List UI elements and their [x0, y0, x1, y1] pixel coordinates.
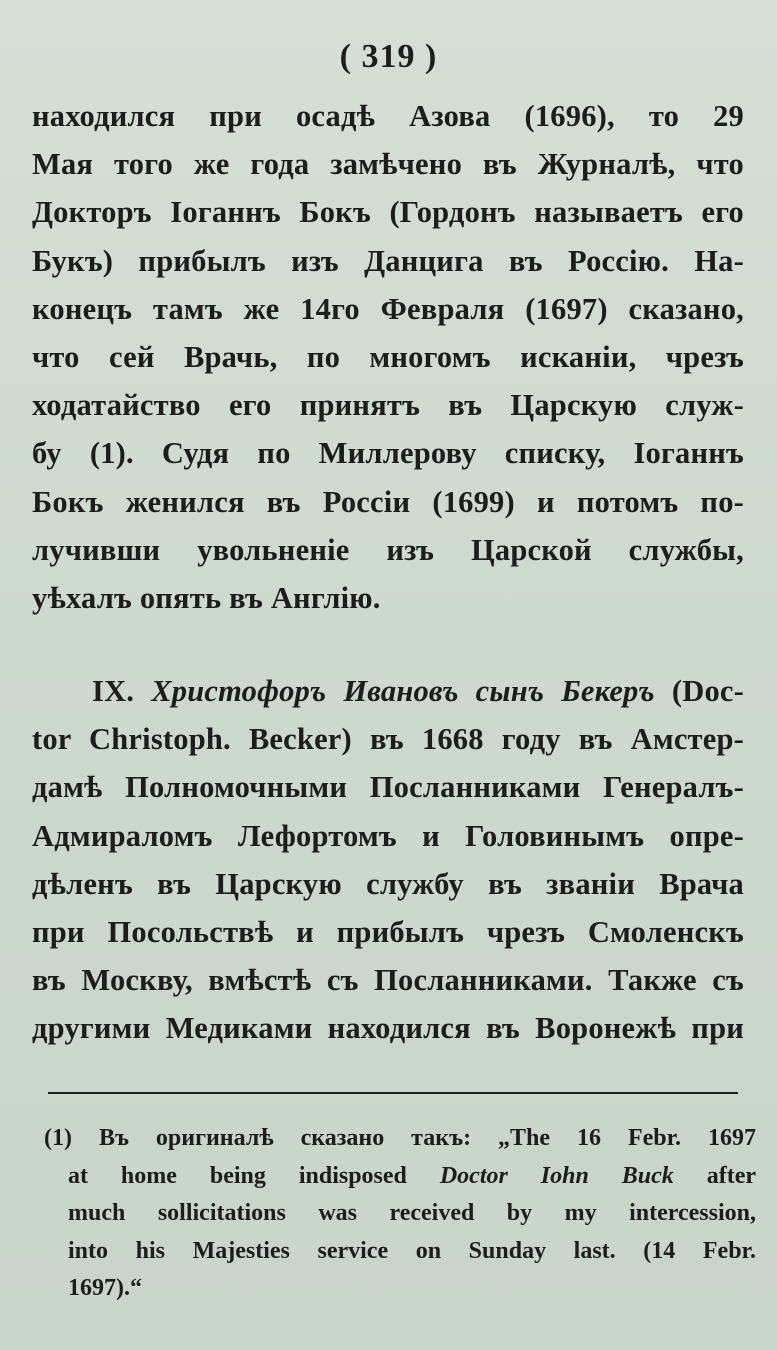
- footnote-text: at home being indisposed: [68, 1162, 407, 1189]
- footnote-line: much sollicitations was received by my intercession,: [68, 1200, 756, 1226]
- text-line: дамѣ Полномочными Посланниками Генералъ-: [32, 770, 744, 805]
- text-line: въ Москву, вмѣстѣ съ Посланниками. Также съ: [32, 963, 744, 998]
- text-line: дѣленъ въ Царскую службу въ званіи Врача: [32, 866, 744, 901]
- footnote-text: Въ оригиналѣ сказано такъ:: [98, 1125, 472, 1151]
- main-text: [32, 92, 744, 1053]
- footnote-line: [44, 1158, 756, 1196]
- footnote-line: [44, 1120, 756, 1158]
- footnote-line: 1697).“: [68, 1275, 142, 1301]
- footnote-quote: „The 16 Febr. 1697: [498, 1125, 756, 1151]
- footnote-line: into his Majesties service on Sunday last. (14 Febr.: [68, 1237, 756, 1264]
- text-line: что сей Врачь, по многомъ исканіи, чрезъ: [32, 339, 744, 374]
- text-line: другими Медиками находился въ Воронежѣ при: [32, 1011, 744, 1046]
- footnote-divider: [48, 1092, 738, 1094]
- text-line: лучивши увольненіе изъ Царской службы,: [32, 532, 744, 567]
- text-line: уѣхалъ опять въ Англію.: [32, 580, 381, 615]
- text-line: конецъ тамъ же 14го Февраля (1697) сказано,: [32, 291, 744, 326]
- section-heading-line: [32, 667, 744, 715]
- footnote-text: after: [706, 1162, 757, 1189]
- text-line: Мая того же года замѣчено въ Журналѣ, что: [32, 147, 744, 182]
- person-name: Христофоръ Ивановъ сынъ Бекеръ: [151, 674, 655, 709]
- text-line: бу (1). Судя по Миллерову списку, Іоганнъ: [32, 436, 744, 471]
- text-line: Букъ) прибылъ изъ Данцига въ Россію. На-: [32, 243, 744, 278]
- footnote-person-name: Doctor Iohn Buck: [439, 1162, 674, 1189]
- text-line: при Посольствѣ и прибылъ чрезъ Смоленскъ: [32, 915, 744, 949]
- section-number: IX.: [92, 674, 135, 709]
- text-line: Докторъ Іоганнъ Бокъ (Гордонъ называетъ его: [32, 195, 744, 230]
- text-line: Бокъ женился въ Россіи (1699) и потомъ по-: [32, 484, 744, 519]
- text-line: tor Christoph. Becker) въ 1668 году въ Амстер-: [32, 722, 744, 757]
- text-line: находился при осадѣ Азова (1696), то 29: [32, 99, 744, 133]
- footnote: [44, 1120, 756, 1308]
- text-line: ходатайство его принятъ въ Царскую служ-: [32, 388, 744, 423]
- paragraph-gap: [32, 622, 744, 667]
- footnote-marker: (1): [44, 1125, 72, 1151]
- text-fragment: (Doc-: [671, 674, 744, 709]
- page-number: ( 319 ): [339, 38, 438, 75]
- text-line: Адмираломъ Лефортомъ и Головинымъ опре-: [32, 818, 744, 853]
